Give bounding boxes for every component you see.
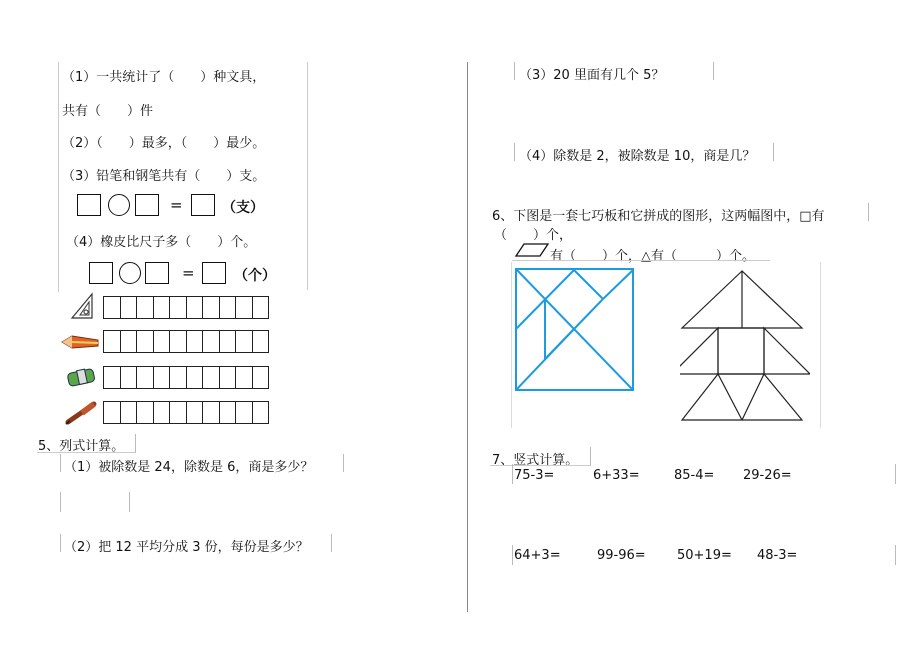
box-border (307, 62, 308, 290)
chart-row-pen (103, 401, 269, 424)
box-border (37, 434, 136, 453)
chart-row-eraser (103, 366, 269, 389)
box-border (60, 534, 332, 552)
section6-line1: 6、下图是一套七巧板和它拼成的图形，这两幅图中，□有 (492, 209, 825, 224)
q2-text: （2）（ ）最多，（ ）最少。 (62, 136, 266, 151)
r-q3: （3）20 里面有几个 5？ (519, 68, 665, 83)
q4-text: （4）橡皮比尺子多（ ）个。 (66, 235, 257, 250)
equals-sign: = (170, 196, 183, 214)
operator-circle[interactable] (119, 262, 141, 284)
answer-box[interactable] (202, 262, 226, 284)
answer-box[interactable] (89, 262, 113, 284)
calc-item: 6+33= (593, 468, 640, 483)
equals-sign: = (182, 264, 195, 282)
calc-item: 64+3= (514, 548, 561, 563)
section6-line3: 有（ ）个，△有（ ）个。 (550, 249, 755, 264)
calc-item: 99-96= (597, 548, 646, 563)
eraser-icon (64, 366, 100, 388)
answer-area[interactable] (60, 492, 130, 512)
box-border (60, 454, 344, 472)
calc-item: 48-3= (757, 548, 798, 563)
box-border (490, 203, 869, 221)
q1-line2: 共有（ ）件 (62, 104, 154, 119)
calc-item: 50+19= (677, 548, 732, 563)
box-border (512, 242, 770, 261)
q4-unit: （个） (234, 268, 276, 284)
box-border (58, 62, 59, 292)
calc-item: 75-3= (514, 468, 555, 483)
section6-line2: （ ）个， (494, 228, 573, 243)
tangram-tree (680, 270, 810, 422)
s5-q1: （1）被除数是 24，除数是 6，商是多少？ (64, 460, 314, 475)
s5-q2: （2）把 12 平均分成 3 份，每份是多少？ (64, 540, 309, 555)
triangle-ruler-icon (64, 292, 100, 320)
r-q4: （4）除数是 2，被除数是 10，商是几？ (519, 149, 756, 164)
q3-text: （3）铅笔和钢笔共有（ ）支。 (62, 169, 266, 184)
answer-box[interactable] (135, 194, 159, 216)
operator-circle[interactable] (108, 194, 130, 216)
q1-line1: （1）一共统计了（ ）种文具， (62, 70, 266, 85)
section5-title: 5、列式计算。 (38, 439, 125, 454)
answer-box[interactable] (145, 262, 169, 284)
chart-row-pencil (103, 330, 269, 353)
box-border (514, 143, 774, 161)
pencil-icon (58, 332, 102, 352)
box-border (514, 62, 714, 80)
calc-item: 29-26= (743, 468, 792, 483)
section7-title: 7、竖式计算。 (492, 453, 579, 468)
tangram-square (515, 268, 635, 392)
chart-row-ruler (103, 296, 269, 319)
calc-item: 85-4= (674, 468, 715, 483)
q3-unit: （支） (222, 200, 264, 216)
column-divider (467, 62, 468, 612)
answer-box[interactable] (191, 194, 215, 216)
pen-icon (62, 400, 100, 426)
answer-box[interactable] (77, 194, 101, 216)
